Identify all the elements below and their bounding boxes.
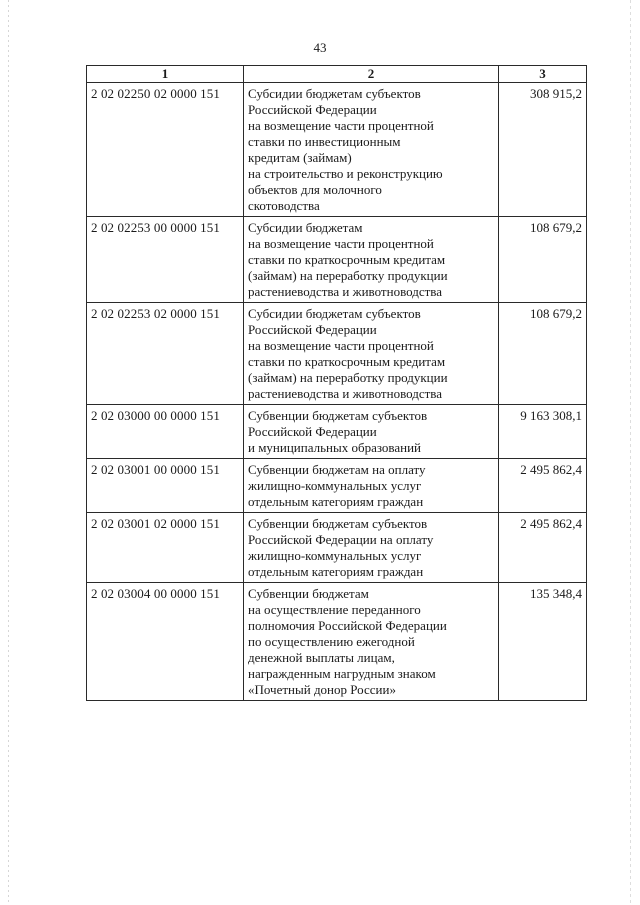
- row-name: Субсидии бюджетам на возмещение части процентной ставки по краткосрочным кредитам (займам) на переработку продукции растениеводства и животноводства: [244, 217, 499, 303]
- row-name: Субвенции бюджетам субъектов Российской Федерации и муниципальных образований: [244, 405, 499, 459]
- scan-edge-right: [630, 0, 631, 905]
- table-body: [87, 83, 587, 701]
- table-row: [87, 405, 587, 459]
- scan-edge-left: [8, 0, 9, 905]
- row-amount: 135 348,4: [499, 583, 587, 701]
- row-code: 2 02 02250 02 0000 151: [87, 83, 244, 217]
- row-amount: 2 495 862,4: [499, 513, 587, 583]
- row-code: 2 02 03001 02 0000 151: [87, 513, 244, 583]
- row-name: Субсидии бюджетам субъектов Российской Федерации на возмещение части процентной ставки по краткосрочным кредитам (займам) на переработку продукции растениеводства и животноводства: [244, 303, 499, 405]
- row-name: Субвенции бюджетам субъектов Российской Федерации на оплату жилищно-коммунальных услуг отдельным категориям граждан: [244, 513, 499, 583]
- row-code: 2 02 02253 02 0000 151: [87, 303, 244, 405]
- row-amount: 108 679,2: [499, 303, 587, 405]
- budget-table: [86, 65, 587, 701]
- row-amount: 308 915,2: [499, 83, 587, 217]
- column-header-code: 1: [87, 66, 244, 83]
- row-amount: 9 163 308,1: [499, 405, 587, 459]
- table-row: [87, 217, 587, 303]
- table-row: [87, 83, 587, 217]
- row-name: Субвенции бюджетам на осуществление переданного полномочия Российской Федерации по осуществлению ежегодной денежной выплаты лицам, награжденным нагрудным знаком «Почетный донор России»: [244, 583, 499, 701]
- row-code: 2 02 03001 00 0000 151: [87, 459, 244, 513]
- header-row: [87, 66, 587, 83]
- table-row: [87, 513, 587, 583]
- table-row: [87, 583, 587, 701]
- column-header-name: 2: [244, 66, 499, 83]
- table-row: [87, 303, 587, 405]
- row-name: Субвенции бюджетам на оплату жилищно-коммунальных услуг отдельным категориям граждан: [244, 459, 499, 513]
- row-code: 2 02 03000 00 0000 151: [87, 405, 244, 459]
- column-header-amount: 3: [499, 66, 587, 83]
- row-amount: 2 495 862,4: [499, 459, 587, 513]
- page-number: 43: [313, 40, 327, 55]
- table-header: [87, 66, 587, 83]
- row-name: Субсидии бюджетам субъектов Российской Федерации на возмещение части процентной ставки по инвестиционным кредитам (займам) на строительство и реконструкцию объектов для молочного скотоводства: [244, 83, 499, 217]
- row-amount: 108 679,2: [499, 217, 587, 303]
- table-row: [87, 459, 587, 513]
- row-code: 2 02 03004 00 0000 151: [87, 583, 244, 701]
- row-code: 2 02 02253 00 0000 151: [87, 217, 244, 303]
